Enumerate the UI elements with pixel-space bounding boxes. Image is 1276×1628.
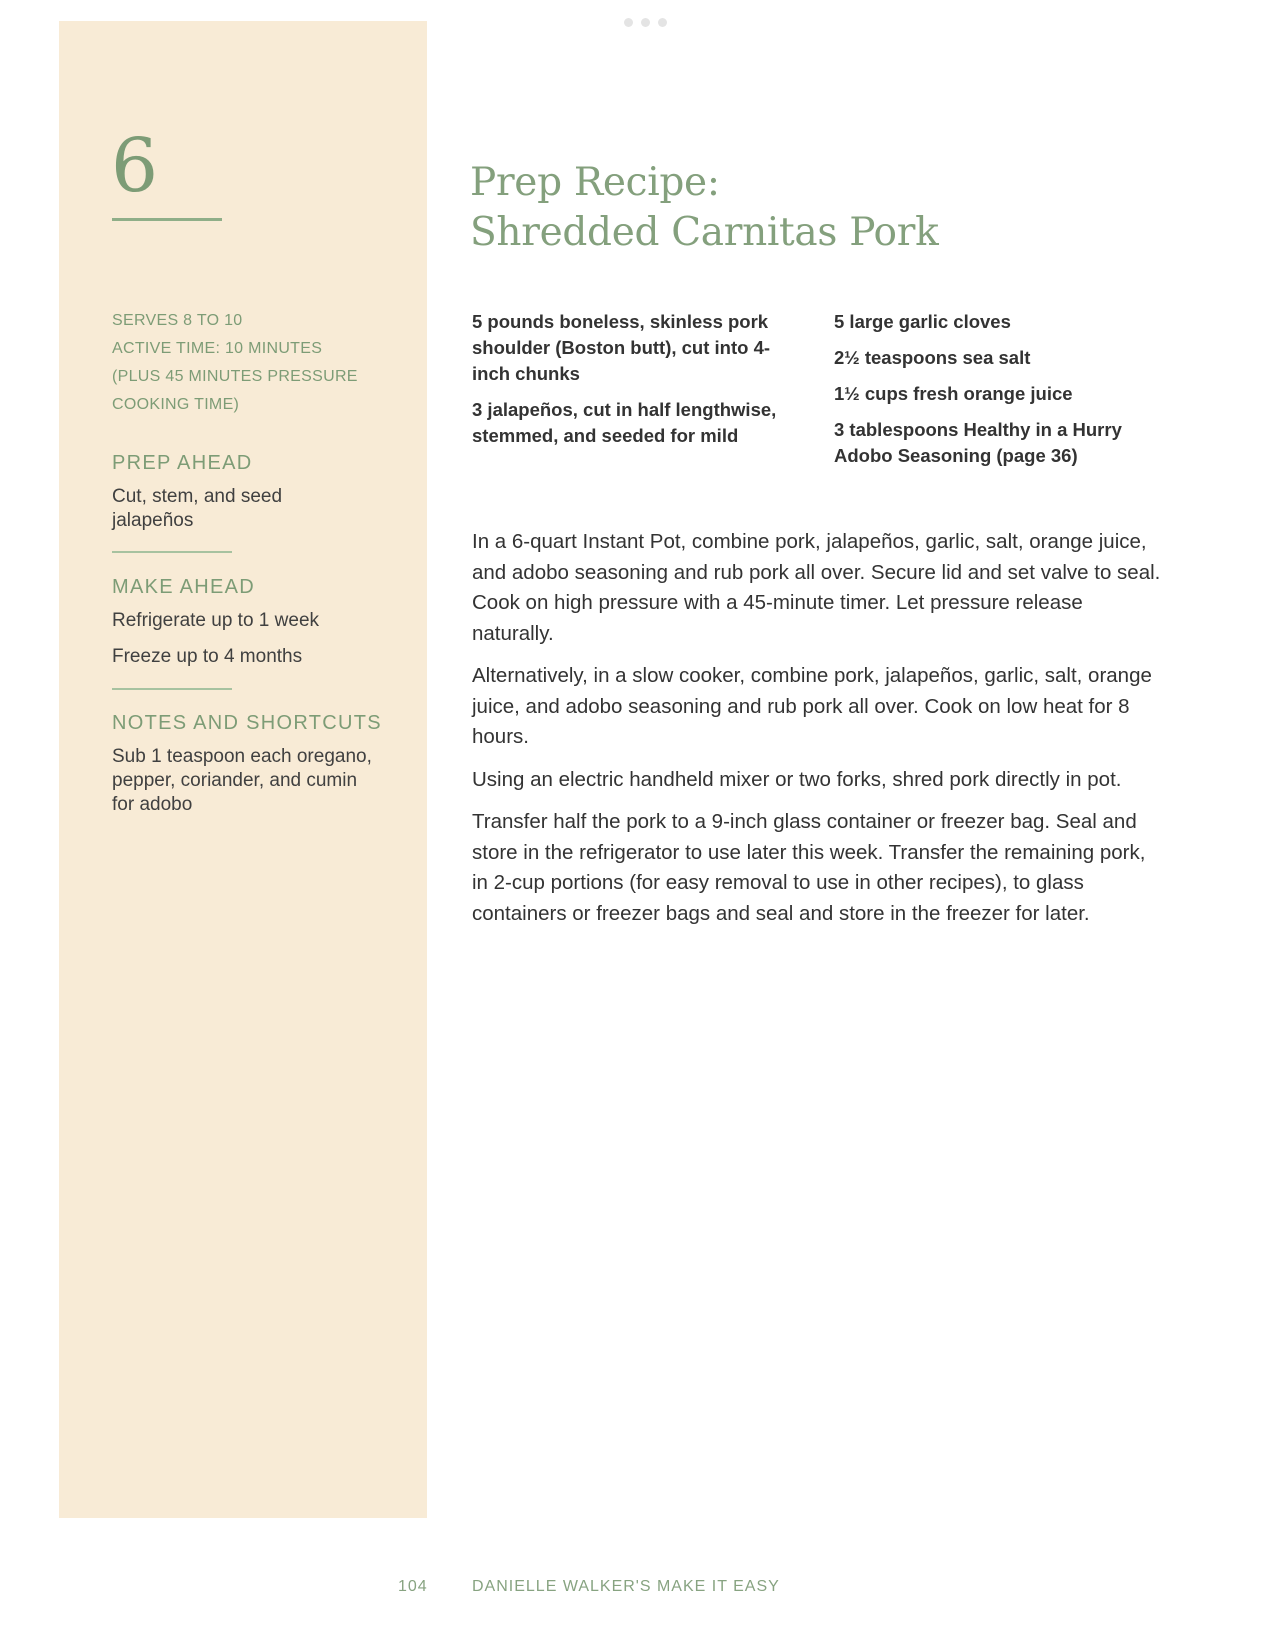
recipe-title	[470, 158, 938, 258]
prep-ahead-heading: PREP AHEAD	[112, 452, 253, 474]
servings-text: SERVES 8 TO 10	[112, 312, 243, 329]
instructions	[472, 527, 1162, 941]
ingredient-item: 3 tablespoons Healthy in a Hurry Adobo Seasoning (page 36)	[834, 419, 1122, 466]
dot-icon	[624, 18, 633, 27]
ingredient-item: 3 jalapeños, cut in half lengthwise, stemmed, and seeded for mild	[472, 399, 777, 446]
notes-heading: NOTES AND SHORTCUTS	[112, 712, 382, 734]
dot-icon	[641, 18, 650, 27]
recipe-sidebar	[59, 21, 427, 1518]
ingredient-item: 5 large garlic cloves	[834, 311, 1011, 332]
make-ahead-heading: MAKE AHEAD	[112, 576, 256, 598]
dot-icon	[658, 18, 667, 27]
ingredients-left-column	[472, 309, 782, 459]
book-title: DANIELLE WALKER'S MAKE IT EASY	[472, 1578, 780, 1595]
make-ahead-item: Freeze up to 4 months	[112, 646, 303, 667]
make-ahead-item: Refrigerate up to 1 week	[112, 610, 320, 631]
section-divider	[112, 551, 232, 553]
recipe-meta	[112, 307, 402, 419]
recipe-title-line2: Shredded Carnitas Pork	[470, 210, 939, 255]
notes-section	[112, 712, 412, 817]
recipe-title-line1: Prep Recipe:	[470, 160, 720, 205]
chapter-number: 6	[111, 123, 159, 209]
page-menu-dots[interactable]	[624, 18, 667, 27]
instruction-step: Using an electric handheld mixer or two forks, shred pork directly in pot.	[472, 767, 1122, 791]
section-divider	[112, 688, 232, 690]
ingredient-item: 5 pounds boneless, skinless pork shoulder (Boston butt), cut into 4-inch chunks	[472, 311, 771, 384]
prep-ahead-section	[112, 452, 412, 533]
cooking-time-text: COOKING TIME)	[112, 396, 240, 413]
pressure-time-text: (PLUS 45 MINUTES PRESSURE	[112, 368, 358, 385]
prep-ahead-text: Cut, stem, and seed jalapeños	[112, 486, 283, 531]
instruction-step: In a 6-quart Instant Pot, combine pork, jalapeños, garlic, salt, orange juice, and adobo seasoning and rub pork all over. Secure lid and set valve to seal. Cook on high pressure with a 45-minute timer. Let pressure release naturally.	[472, 530, 1161, 645]
instruction-step: Transfer half the pork to a 9-inch glass container or freezer bag. Seal and store in the refrigerator to use later this week. Transfer the remaining pork, in 2-cup portions (for easy removal to use in other recipes), to glass containers or freezer bags and seal and store in the freezer for later.	[472, 810, 1146, 925]
notes-text: Sub 1 teaspoon each oregano, pepper, coriander, and cumin for adobo	[112, 746, 372, 815]
chapter-divider	[112, 218, 222, 221]
instruction-step: Alternatively, in a slow cooker, combine pork, jalapeños, garlic, salt, orange juice, and adobo seasoning and rub pork all over. Cook on low heat for 8 hours.	[472, 664, 1152, 748]
ingredient-item: 1½ cups fresh orange juice	[834, 383, 1073, 404]
page-number: 104	[398, 1578, 428, 1595]
active-time-text: ACTIVE TIME: 10 MINUTES	[112, 340, 323, 357]
ingredients-right-column	[834, 309, 1154, 479]
ingredient-item: 2½ teaspoons sea salt	[834, 347, 1031, 368]
make-ahead-section	[112, 576, 412, 669]
